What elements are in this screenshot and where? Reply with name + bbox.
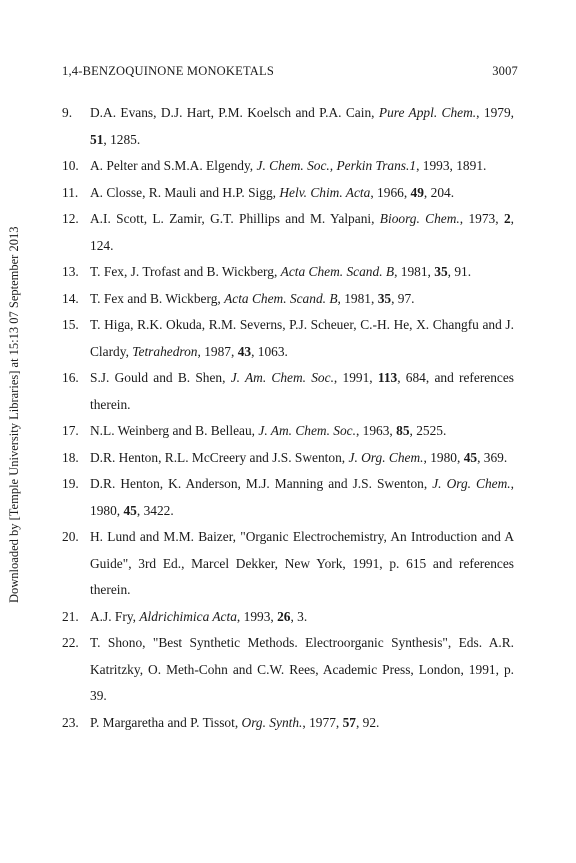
- reference-number: 23.: [62, 714, 79, 730]
- citation-text: , 369.: [477, 449, 508, 465]
- citation-text: , 1993, 1891.: [416, 158, 487, 173]
- journal-title: J. Am. Chem. Soc.: [230, 370, 334, 385]
- citation-text: , 1285.: [103, 131, 141, 147]
- download-watermark: Downloaded by [Temple University Libraries] at 15:13 07 September 2013: [7, 226, 21, 604]
- reference-item: [62, 524, 514, 604]
- reference-number: 14.: [62, 290, 79, 306]
- reference-number: 19.: [62, 476, 79, 491]
- citation-text: , 204.: [423, 184, 455, 200]
- citation-text: , 2525.: [409, 423, 447, 438]
- citation-text: T. Fex, J. Trofast and B. Wickberg,: [90, 264, 281, 279]
- journal-title: J. Chem. Soc., Perkin Trans.1: [256, 158, 417, 173]
- citation-text: , 1973,: [459, 211, 504, 226]
- reference-text: [90, 180, 514, 207]
- citation-text: A. Closse, R. Mauli and H.P. Sigg,: [90, 184, 280, 200]
- citation-text: A. Pelter and S.M.A. Elgendy,: [90, 158, 257, 173]
- journal-title: Org. Synth.: [241, 714, 303, 730]
- page-number: 3007: [492, 64, 518, 78]
- journal-title: J. Am. Chem. Soc.: [258, 423, 356, 438]
- citation-text: , 1993,: [236, 608, 278, 624]
- volume-number: 2: [503, 211, 511, 226]
- reference-number: 22.: [62, 635, 79, 650]
- reference-number: 21.: [62, 608, 79, 624]
- citation-text: , 124.: [90, 211, 515, 253]
- volume-number: 51: [90, 131, 104, 147]
- volume-number: 35: [377, 290, 392, 306]
- reference-text: [90, 100, 514, 153]
- citation-text: , 1991,: [333, 370, 378, 385]
- reference-text: [90, 471, 514, 524]
- reference-item: [62, 100, 514, 153]
- reference-number: 15.: [62, 317, 79, 332]
- reference-number: 17.: [62, 423, 79, 438]
- reference-text: [90, 365, 514, 418]
- citation-text: A.I. Scott, L. Zamir, G.T. Phillips and M. Yalpani,: [90, 211, 380, 226]
- volume-number: 49: [410, 184, 424, 200]
- citation-text: , 684, and references therein.: [90, 370, 515, 412]
- reference-text: [90, 524, 514, 604]
- journal-title: Acta Chem. Scand. B: [280, 264, 395, 279]
- citation-text: , 1963,: [355, 423, 397, 438]
- running-title: 1,4-BENZOQUINONE MONOKETALS: [62, 64, 275, 78]
- reference-item: [62, 471, 514, 524]
- reference-item: [62, 259, 514, 286]
- reference-text: [90, 286, 514, 313]
- journal-title: Tetrahedron: [132, 343, 198, 359]
- journal-title: Acta Chem. Scand. B: [224, 290, 338, 306]
- reference-item: [62, 365, 514, 418]
- citation-text: S.J. Gould and B. Shen,: [90, 370, 231, 385]
- reference-item: [62, 630, 514, 710]
- citation-text: , 1980,: [90, 476, 514, 518]
- citation-text: , 1063.: [251, 343, 288, 359]
- journal-title: Pure Appl. Chem.: [378, 105, 477, 120]
- citation-text: D.R. Henton, K. Anderson, M.J. Manning and J.S. Swenton,: [90, 476, 433, 491]
- journal-title: Helv. Chim. Acta: [279, 184, 371, 200]
- citation-text: N.L. Weinberg and B. Belleau,: [90, 423, 259, 438]
- reference-number: 12.: [62, 211, 79, 226]
- citation-text: , 92.: [355, 714, 380, 730]
- reference-item: [62, 445, 514, 472]
- citation-text: , 1980,: [423, 449, 464, 465]
- citation-text: , 1987,: [197, 343, 238, 359]
- reference-item: [62, 206, 514, 259]
- reference-item: [62, 418, 514, 445]
- reference-text: [90, 445, 514, 472]
- reference-text: [90, 604, 514, 631]
- reference-item: [62, 180, 514, 207]
- citation-text: , 1981,: [337, 290, 378, 306]
- citation-text: , 1977,: [302, 714, 343, 730]
- reference-text: [90, 418, 514, 445]
- citation-text: , 1966,: [370, 184, 411, 200]
- citation-text: D.R. Henton, R.L. McCreery and J.S. Swenton,: [90, 449, 349, 465]
- citation-text: , 3422.: [136, 502, 174, 518]
- volume-number: 45: [463, 449, 478, 465]
- citation-text: A.J. Fry,: [90, 608, 140, 624]
- journal-title: J. Org. Chem.: [432, 476, 511, 491]
- citation-text: , 91.: [447, 264, 472, 279]
- reference-text: [90, 259, 514, 286]
- reference-text: [90, 206, 514, 259]
- volume-number: 26: [277, 608, 291, 624]
- reference-item: [62, 153, 514, 180]
- citation-text: , 97.: [391, 290, 415, 306]
- reference-number: 9.: [62, 105, 73, 120]
- reference-text: [90, 630, 514, 710]
- citation-text: , 3.: [290, 608, 308, 624]
- volume-number: 35: [434, 264, 448, 279]
- citation-text: , 1981,: [394, 264, 435, 279]
- journal-title: Bioorg. Chem.: [379, 211, 460, 226]
- volume-number: 43: [237, 343, 252, 359]
- reference-number: 18.: [62, 449, 79, 465]
- reference-item: [62, 710, 514, 737]
- reference-item: [62, 286, 514, 313]
- reference-text: [90, 710, 514, 737]
- reference-text: [90, 312, 514, 365]
- journal-title: Aldrichimica Acta: [139, 608, 237, 624]
- reference-number: 13.: [62, 264, 79, 279]
- citation-text: H. Lund and M.M. Baizer, "Organic Electrochemistry, An Introduction and A Guide", 3rd Ed., Marcel Dekker, New York, 1991, p. 615 and references therein.: [90, 529, 514, 597]
- running-header: [62, 64, 518, 79]
- volume-number: 57: [342, 714, 356, 730]
- citation-text: P. Margaretha and P. Tissot,: [90, 714, 242, 730]
- reference-number: 20.: [62, 529, 79, 544]
- citation-text: , 1979,: [476, 105, 515, 120]
- citation-text: T. Higa, R.K. Okuda, R.M. Severns, P.J. Scheuer, C.-H. He, X. Changfu and J. Clardy,: [90, 317, 514, 359]
- citation-text: D.A. Evans, D.J. Hart, P.M. Koelsch and P.A. Cain,: [90, 105, 379, 120]
- citation-text: T. Fex and B. Wickberg,: [90, 290, 225, 306]
- reference-text: [90, 153, 514, 180]
- volume-number: 45: [123, 502, 137, 518]
- reference-list: [62, 100, 514, 736]
- journal-title: J. Org. Chem.: [348, 449, 424, 465]
- reference-number: 10.: [62, 158, 79, 173]
- reference-item: [62, 604, 514, 631]
- reference-number: 11.: [62, 184, 79, 200]
- reference-number: 16.: [62, 370, 79, 385]
- reference-item: [62, 312, 514, 365]
- volume-number: 113: [377, 370, 398, 385]
- volume-number: 85: [396, 423, 410, 438]
- citation-text: T. Shono, "Best Synthetic Methods. Electroorganic Synthesis", Eds. A.R. Katritzky, O. Meth-Cohn and C.W. Rees, Academic Press, London, 1991, p. 39.: [90, 635, 514, 703]
